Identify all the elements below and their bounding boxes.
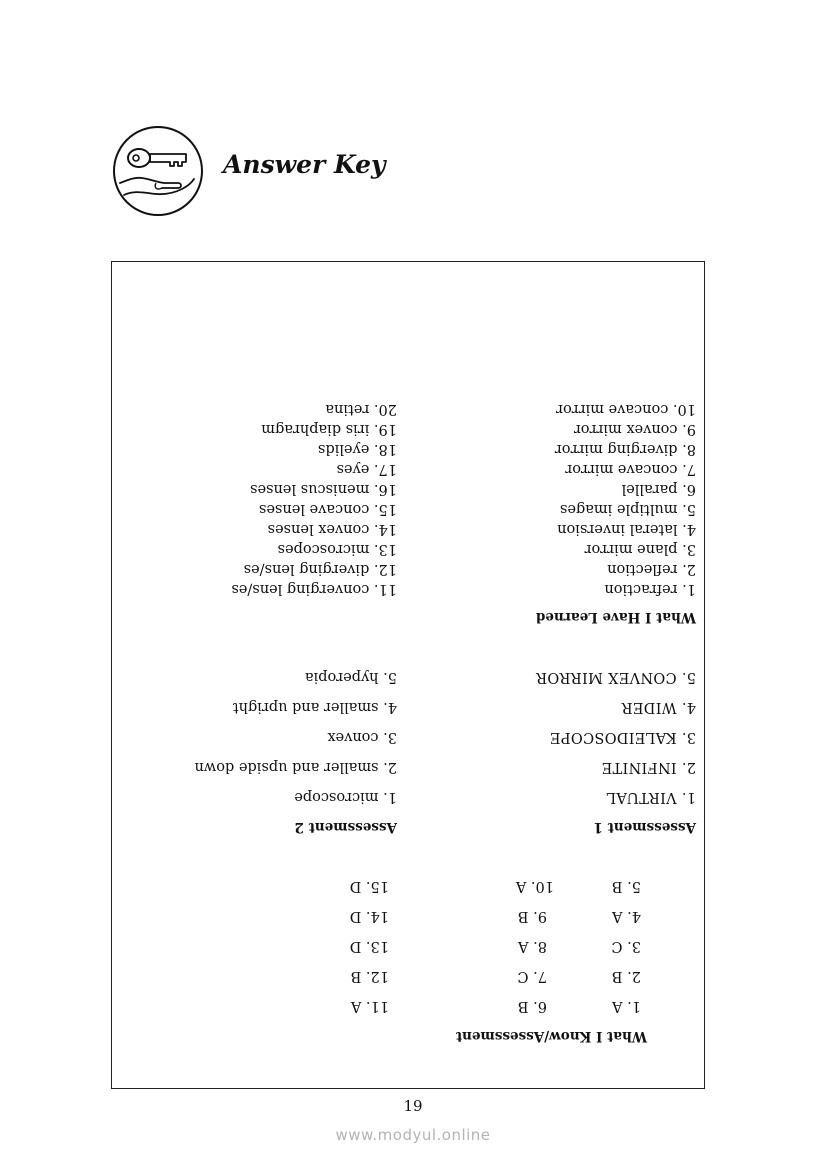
answer-item: 4. A [612,908,641,924]
answer-item: 1. microscope [294,789,397,805]
answer-item: 20. retina [325,401,397,417]
answer-item: 3. plane mirror [584,541,696,557]
answer-item: 4. lateral inversion [557,521,696,537]
answer-item: 12. diverging lens/es [243,561,397,577]
answer-item: 11. A [350,998,389,1014]
answer-item: 9. B [517,908,547,924]
answer-item: 14. convex lenses [267,521,397,537]
answer-item: 16. meniscus lenses [250,481,397,497]
heading-assessment-1: Assessment 1 [593,819,696,835]
key-in-hand-icon [112,125,204,217]
answer-item: 19. iris diaphragm [261,421,397,437]
page-title: Answer Key [223,150,386,179]
answer-item: 13. D [349,938,389,954]
page-number: 19 [403,1097,423,1115]
answer-box [111,261,705,1089]
answer-item: 7. concave mirror [565,461,696,477]
heading-assessment-2: Assessment 2 [294,819,397,835]
answer-item: 5. hyperopia [304,669,397,685]
answer-content-rotated [112,262,704,1088]
answer-item: 10. concave mirror [556,401,696,417]
answer-item: 5. B [611,878,641,894]
answer-item: 3. convex [327,729,397,745]
answer-item: 2. INFINITE [601,759,696,775]
answer-item: 1. A [612,998,641,1014]
answer-item: 2. smaller and upside down [194,759,397,775]
answer-item: 5. CONVEX MIRROR [535,669,696,685]
answer-item: 13. microscopes [277,541,397,557]
heading-what-i-have-learned: What I Have Learned [535,609,696,625]
answer-item: 17. eyes [336,461,397,477]
answer-item: 4. smaller and upright [232,699,397,715]
answer-item: 5. multiple images [559,501,696,517]
answer-item: 7. C [517,968,547,984]
answer-item: 8. diverging mirror [554,441,696,457]
answer-item: 6. B [517,998,547,1014]
answer-item: 10. A [515,878,554,894]
answer-item: 3. KALEIDOSCOPE [549,729,696,745]
answer-item: 2. B [611,968,641,984]
answer-item: 6. parallel [621,481,696,497]
heading-what-i-know: What I Know/Assessment [455,1028,647,1044]
answer-item: 3. C [611,938,641,954]
answer-item: 14. D [349,908,389,924]
watermark: www.modyul.online [335,1126,491,1144]
answer-item: 1. refraction [604,581,696,597]
answer-item: 12. B [350,968,389,984]
answer-item: 2. reflection [607,561,696,577]
answer-item: 1. VIRTUAL [606,789,696,805]
answer-item: 11. converging lens/es [231,581,397,597]
answer-item: 18. eyelids [317,441,397,457]
answer-item: 4. WIDER [621,699,696,715]
answer-item: 9. convex mirror [573,421,696,437]
answer-item: 15. D [349,878,389,894]
answer-item: 8. A [518,938,547,954]
answer-item: 15. concave lenses [258,501,397,517]
